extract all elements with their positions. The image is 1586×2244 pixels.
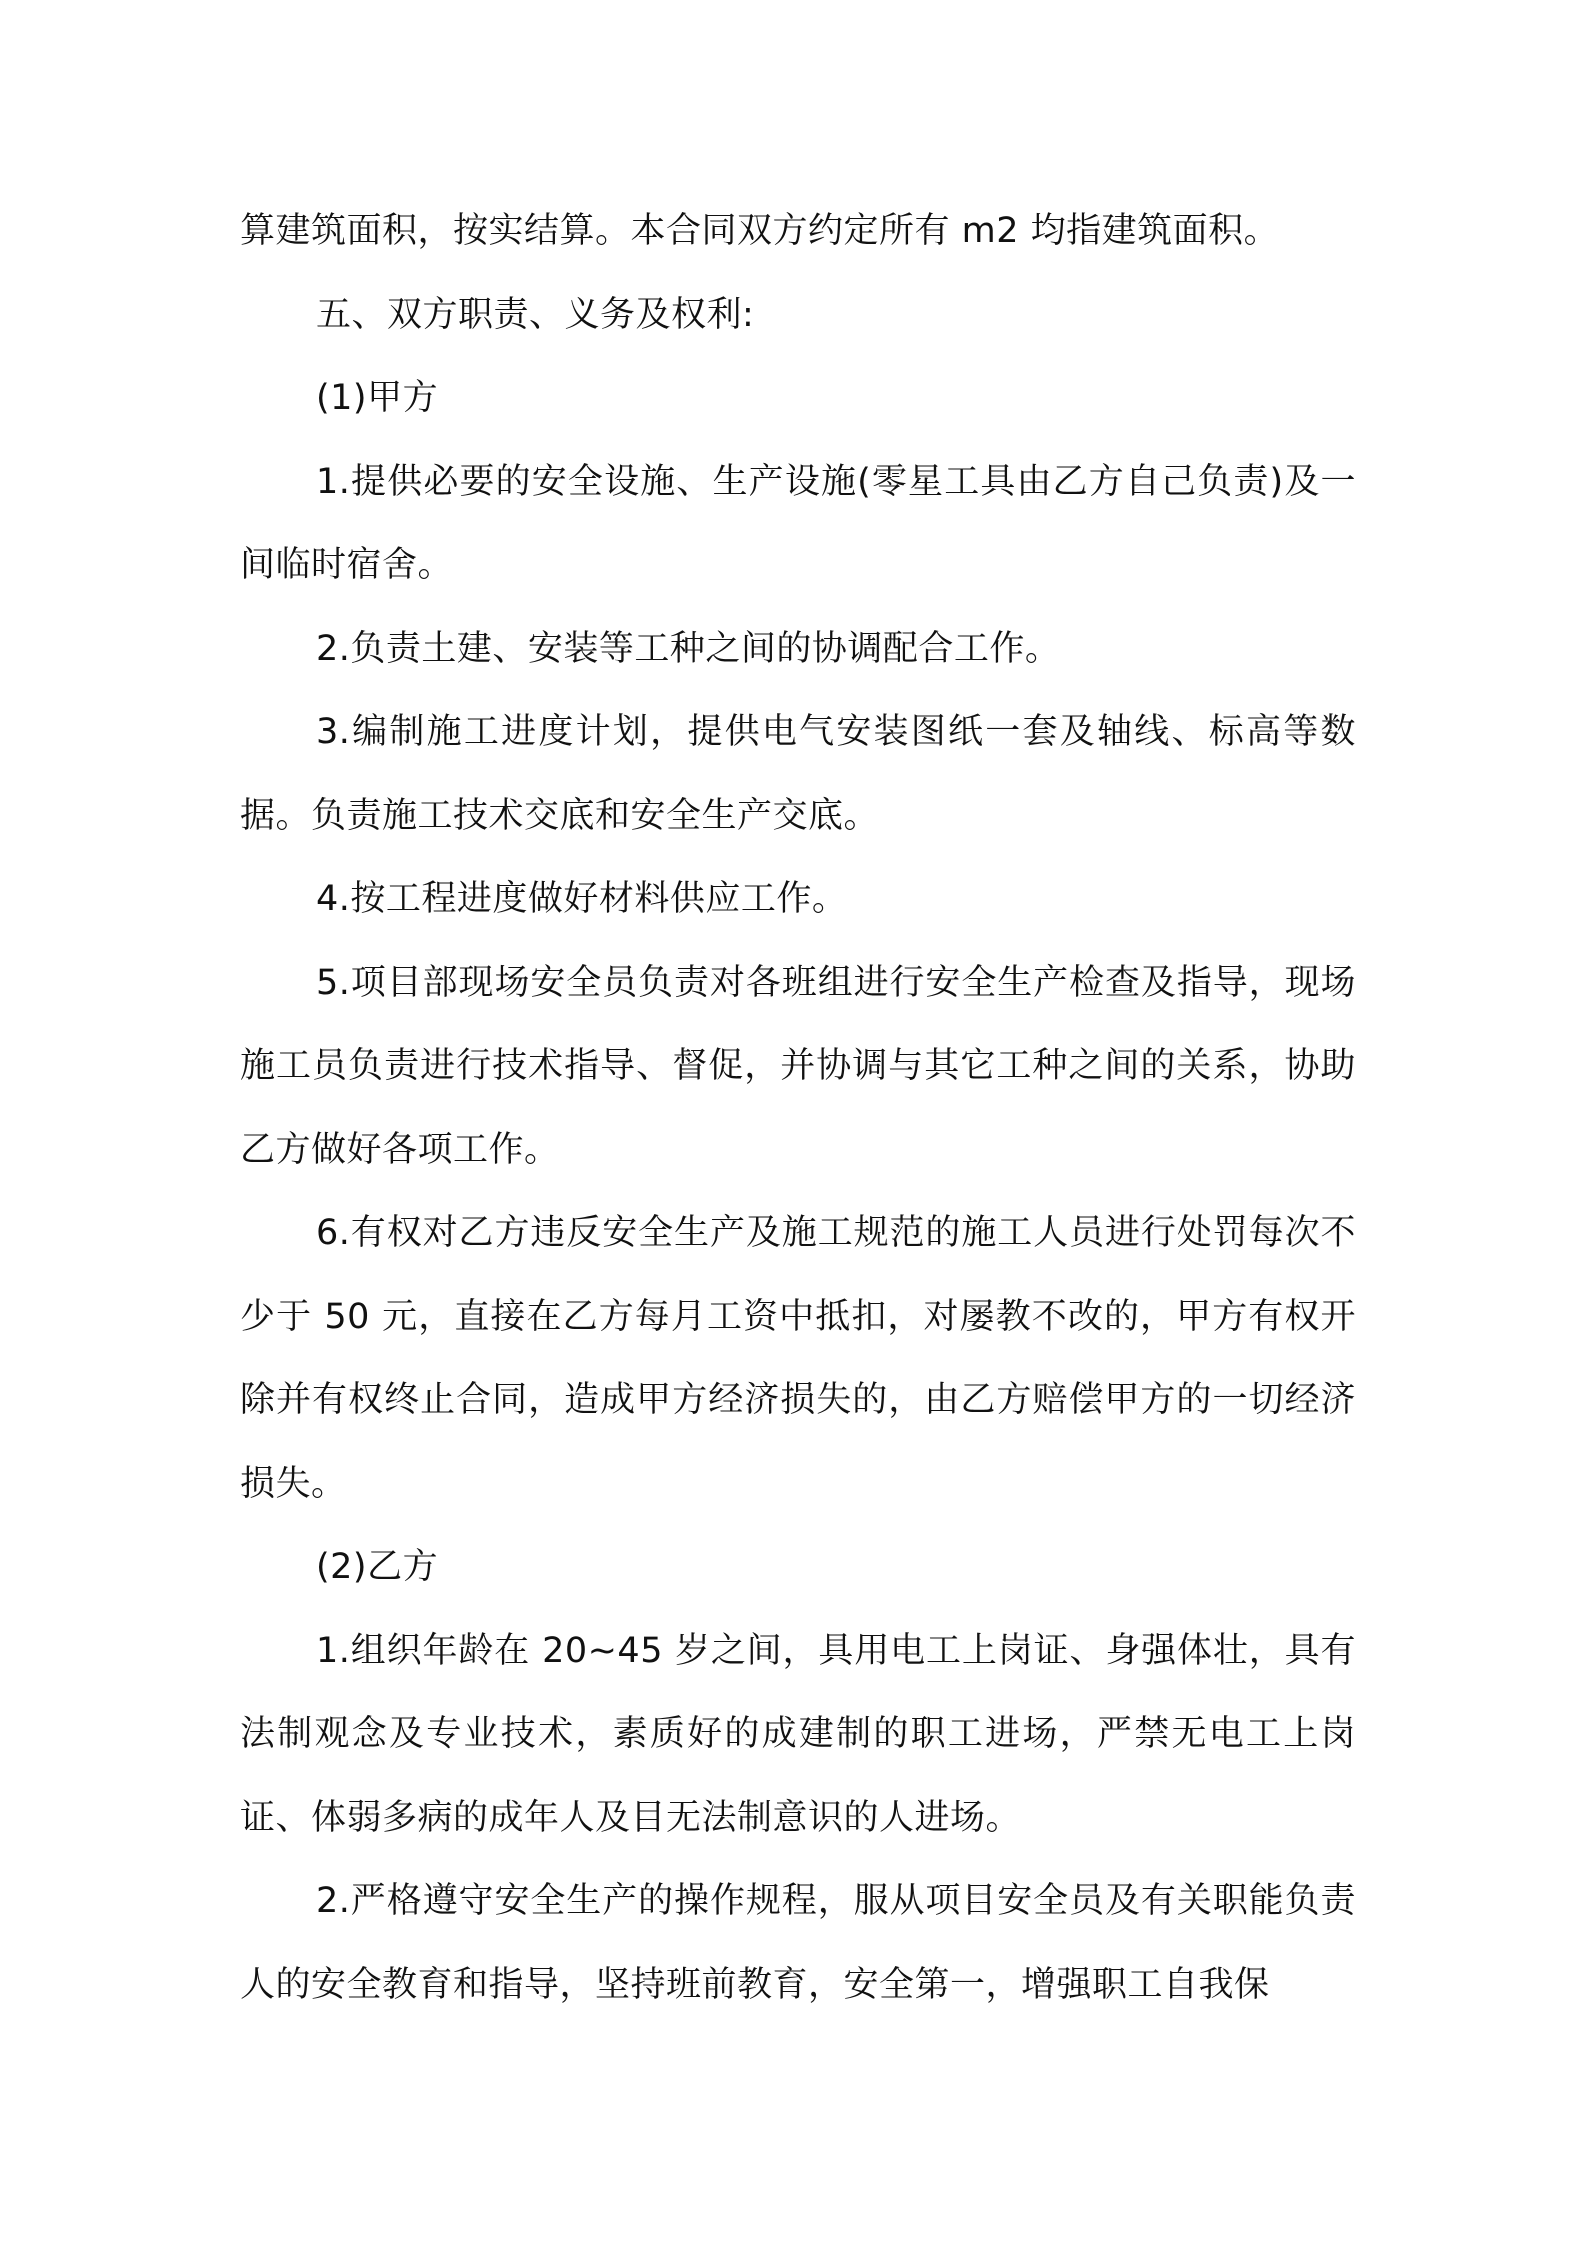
party-a-item-3: 3.编制施工进度计划，提供电气安装图纸一套及轴线、标高等数据。负责施工技术交底和安全生产交底。: [240, 712, 1356, 836]
paragraph-area-calc: 算建筑面积，按实结算。本合同双方约定所有 m2 均指建筑面积。: [240, 211, 1280, 251]
party-a-item-5: 5.项目部现场安全员负责对各班组进行安全生产检查及指导，现场施工员负责进行技术指导、督促，并协调与其它工种之间的关系，协助乙方做好各项工作。: [240, 962, 1356, 1170]
subsection-party-a: (1)甲方: [316, 378, 439, 418]
party-a-item-1: 1.提供必要的安全设施、生产设施(零星工具由乙方自己负责)及一间临时宿舍。: [240, 461, 1356, 585]
party-a-item-6: 6.有权对乙方违反安全生产及施工规范的施工人员进行处罚每次不少于 50 元，直接在乙方每月工资中抵扣，对屡教不改的，甲方有权开除并有权终止合同，造成甲方经济损失的，由乙方赔偿甲方的一切经济损失。: [240, 1213, 1356, 1504]
party-a-item-2: 2.负责土建、安装等工种之间的协调配合工作。: [316, 628, 1061, 669]
subsection-party-b: (2)乙方: [316, 1547, 439, 1587]
party-b-item-1: 1.组织年龄在 20~45 岁之间，具用电工上岗证、身强体壮，具有法制观念及专业技术，素质好的成建制的职工进场，严禁无电工上岗证、体弱多病的成年人及目无法制意识的人进场。: [240, 1630, 1356, 1838]
party-b-item-2: 2.严格遵守安全生产的操作规程，服从项目安全员及有关职能负责人的安全教育和指导，坚持班前教育，安全第一，增强职工自我保: [240, 1881, 1356, 2005]
party-a-item-4: 4.按工程进度做好材料供应工作。: [316, 879, 848, 919]
document-body: [240, 190, 1356, 2027]
section-heading-duties: 五、双方职责、义务及权利:: [316, 294, 755, 335]
